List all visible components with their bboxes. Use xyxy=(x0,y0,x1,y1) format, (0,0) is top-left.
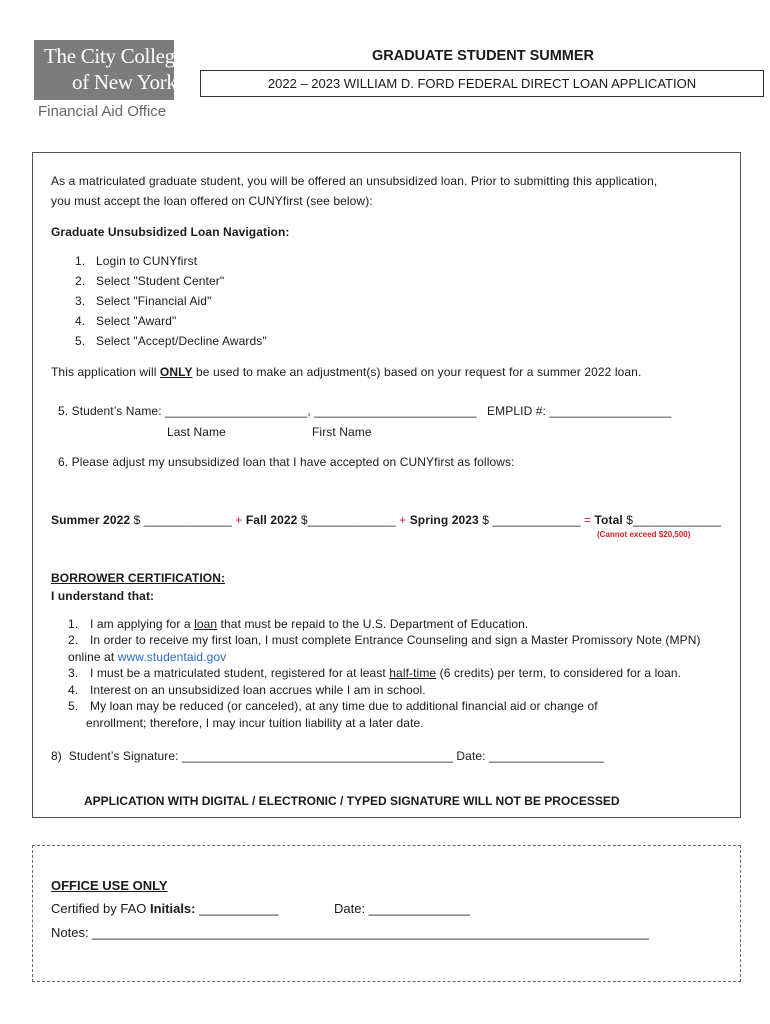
cert-item-num: 2. xyxy=(68,633,79,647)
last-name-caption: Last Name xyxy=(167,425,226,439)
logo-text-line1: The City College xyxy=(44,44,184,68)
cert-item-num: 5. xyxy=(68,699,79,713)
signature-field[interactable]: 8) Student’s Signature: ________________________________________ Date: _________________ xyxy=(51,749,605,763)
nav-step-num: 3. xyxy=(75,294,86,308)
nav-step-text: Select "Student Center" xyxy=(96,274,225,288)
nav-step-text: Select "Accept/Decline Awards" xyxy=(96,334,267,348)
office-date-field[interactable]: Date: ______________ xyxy=(334,901,470,916)
nav-step-num: 2. xyxy=(75,274,86,288)
loan-amounts-row[interactable]: Summer 2022 $ _____________ + Fall 2022 $_____________ + Spring 2023 $ _____________ = Total $_____________ xyxy=(51,513,722,527)
studentaid-link[interactable]: www.studentaid.gov xyxy=(117,650,227,664)
intro-line2: you must accept the loan offered on CUNYfirst (see below): xyxy=(51,194,373,208)
cert-item-2-cont: online at www.studentaid.gov xyxy=(68,650,227,664)
nav-step-text: Login to CUNYfirst xyxy=(96,254,198,268)
cert-item-5-cont: enrollment; therefore, I may incur tuition liability at a later date. xyxy=(86,716,424,730)
navigation-heading: Graduate Unsubsidized Loan Navigation: xyxy=(51,225,290,239)
nav-step-num: 1. xyxy=(75,254,86,268)
nav-step-text: Select "Financial Aid" xyxy=(96,294,212,308)
only-statement: This application will ONLY be used to make an adjustment(s) based on your request for a summer 2022 loan. xyxy=(51,365,642,379)
cert-item-num: 4. xyxy=(68,683,79,697)
nav-step-num: 5. xyxy=(75,334,86,348)
understand-label: I understand that: xyxy=(51,589,155,603)
form-subtitle: 2022 – 2023 WILLIAM D. FORD FEDERAL DIRECT LOAN APPLICATION xyxy=(200,70,764,97)
cert-item-2: In order to receive my first loan, I must complete Entrance Counseling and sign a Master Promissory Note (MPN) xyxy=(90,633,701,647)
cert-item-5: My loan may be reduced (or canceled), at any time due to additional financial aid or change of xyxy=(90,699,598,713)
student-name-field[interactable]: 5. Student’s Name: _____________________, ________________________ EMPLID #: __________________ xyxy=(58,404,672,418)
adjust-instruction: 6. Please adjust my unsubsidized loan that I have accepted on CUNYfirst as follows: xyxy=(58,455,515,469)
logo-subtitle: Financial Aid Office xyxy=(38,103,167,120)
loan-limit-note: (Cannot exceed $20,500) xyxy=(597,530,691,539)
cert-item-3: I must be a matriculated student, registered for at least half-time (6 credits) per term, to considered for a loan. xyxy=(90,666,682,680)
intro-line1: As a matriculated graduate student, you will be offered an unsubsidized loan. Prior to submitting this application, xyxy=(51,174,658,188)
nav-step-num: 4. xyxy=(75,314,86,328)
only-emphasis: ONLY xyxy=(159,365,193,379)
certification-heading: BORROWER CERTIFICATION: xyxy=(51,571,226,585)
signature-warning: APPLICATION WITH DIGITAL / ELECTRONIC / TYPED SIGNATURE WILL NOT BE PROCESSED xyxy=(84,794,620,808)
office-notes-field[interactable]: Notes: _____________________________________________________________________________ xyxy=(51,925,649,940)
office-heading: OFFICE USE ONLY xyxy=(51,878,168,893)
nav-step-text: Select "Award" xyxy=(96,314,177,328)
first-name-caption: First Name xyxy=(312,425,372,439)
cert-item-num: 1. xyxy=(68,617,79,631)
form-title: GRADUATE STUDENT SUMMER xyxy=(371,48,595,64)
fao-initials-field[interactable]: Certified by FAO Initials: ___________ xyxy=(51,901,279,916)
logo-text-line2: of New York xyxy=(72,70,177,94)
cert-item-1: I am applying for a loan that must be repaid to the U.S. Department of Education. xyxy=(90,617,529,631)
cert-item-4: Interest on an unsubsidized loan accrues while I am in school. xyxy=(90,683,426,697)
cert-item-num: 3. xyxy=(68,666,79,680)
